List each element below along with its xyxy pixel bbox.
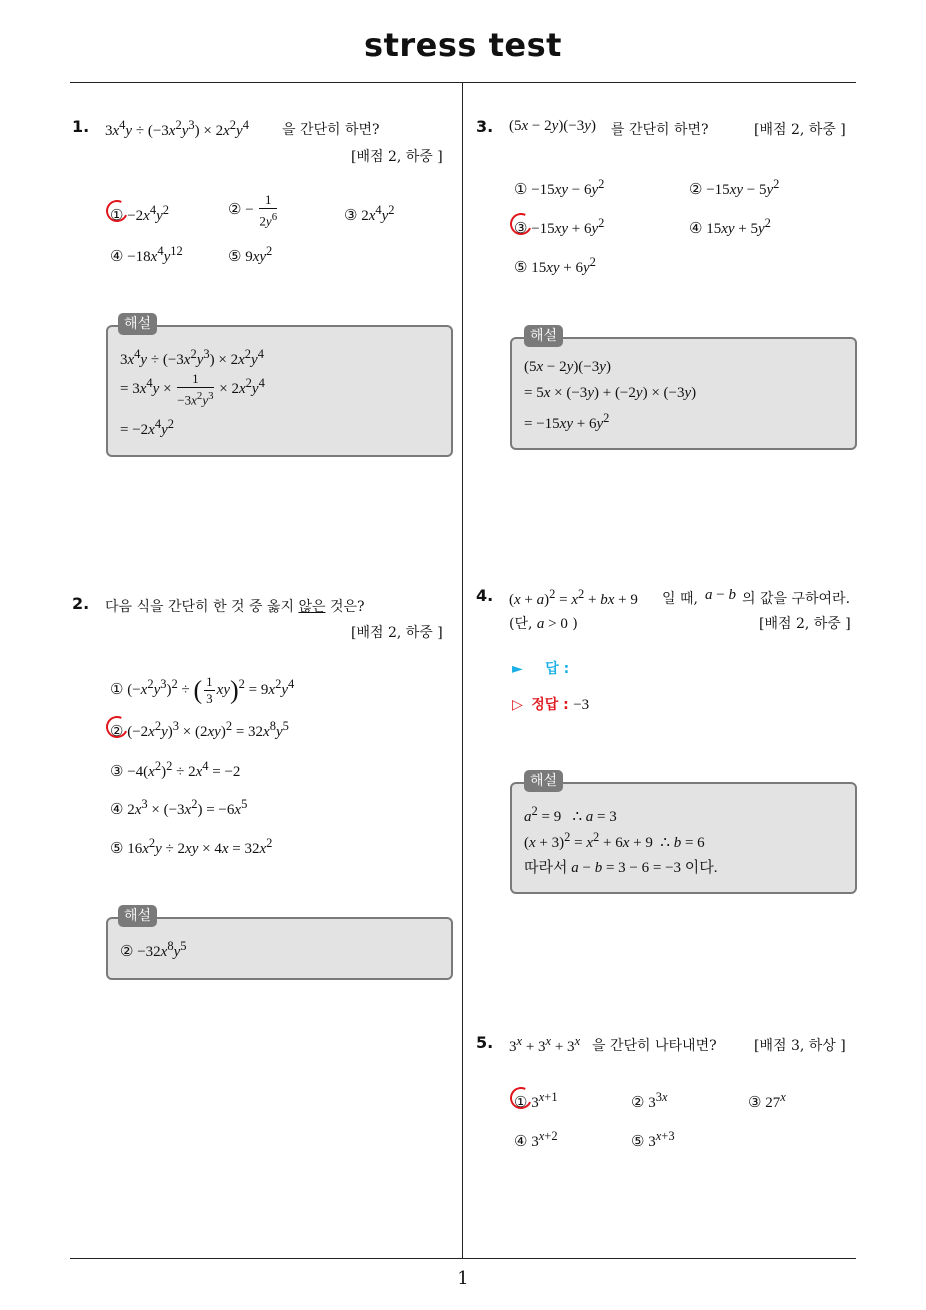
question-condition: (단, a > 0 ) bbox=[509, 616, 578, 632]
question-stem: 을 간단히 나타내면? bbox=[592, 1038, 717, 1054]
explanation-tag: 해설 bbox=[524, 770, 563, 792]
choice-1[interactable]: ① $(-x^2y^3)^2$ ÷ ( $\frac{1}{3}$ $xy)^2 = 9x^2y^4$ bbox=[110, 674, 295, 706]
choice-4[interactable]: ④ $-18x^4y^{12}$ bbox=[110, 244, 183, 265]
question-stem: 를 간단히 하면? bbox=[611, 122, 709, 138]
choice-1[interactable]: ① $3^{x+1}$ bbox=[514, 1090, 558, 1111]
explanation-line: = $-2x^4y^2$ bbox=[120, 417, 175, 438]
explanation-tag: 해설 bbox=[118, 313, 157, 335]
page-number: 1 bbox=[457, 1268, 469, 1289]
choice-5[interactable]: ⑤ $15xy + 6y^2$ bbox=[514, 255, 596, 276]
question-score: [배점 2, 하중 ] bbox=[759, 616, 851, 632]
question-score: [배점 2, 하중 ] bbox=[351, 149, 443, 165]
question-score: [배점 3, 하상 ] bbox=[754, 1038, 846, 1054]
question-stem: 의 값을 구하여라. bbox=[742, 591, 851, 607]
correct-answer-row bbox=[512, 694, 589, 714]
question-number: 4. bbox=[476, 586, 494, 605]
choice-3[interactable]: ③ $-4(x^2)^2 \div 2x^4 = -2$ bbox=[110, 759, 241, 780]
choice-2[interactable]: ② $(-2x^2y)^3 \times (2xy)^2 = 32x^8y^5$ bbox=[110, 719, 289, 740]
column-divider bbox=[462, 83, 463, 1258]
choice-1[interactable]: ① $-2x^4y^2$ bbox=[110, 203, 170, 224]
question-stem: 일 때, bbox=[662, 591, 698, 607]
explanation-box bbox=[106, 325, 453, 457]
explanation-line: = $3x^4y$ × $\frac{1}{-3x^2y^3}$ × $2x^2y^4$ bbox=[120, 371, 265, 408]
top-rule bbox=[70, 82, 856, 83]
explanation-line: $3x^4y \div (-3x^2y^3) \times 2x^2y^4$ bbox=[120, 347, 264, 368]
choice-4[interactable]: ④ $2x^3 \times (-3x^2) = -6x^5$ bbox=[110, 797, 248, 818]
explanation-line: $(x + 3)^2 = x^2 + 6x + 9$ ∴ b = 6 bbox=[524, 830, 705, 851]
choice-3[interactable]: ③ 27$^x$ bbox=[748, 1090, 786, 1111]
choice-3[interactable]: ③ $-15xy + 6y^2$ bbox=[514, 216, 605, 237]
question-expression: a − b bbox=[705, 587, 736, 603]
explanation-tag: 해설 bbox=[524, 325, 563, 347]
question-stem: 다음 식을 간단히 한 것 중 옳지 않은 것은? bbox=[105, 599, 365, 615]
bottom-rule bbox=[70, 1258, 856, 1259]
choice-4[interactable]: ④ $15xy + 5y^2$ bbox=[689, 216, 771, 237]
question-expression: (5x − 2y)(−3y) bbox=[509, 118, 596, 134]
answer-row bbox=[512, 658, 569, 678]
explanation-box bbox=[510, 337, 857, 450]
question-score: [배점 2, 하중 ] bbox=[754, 122, 846, 138]
question-number: 5. bbox=[476, 1033, 494, 1052]
explanation-line: $a^2 = 9$ ∴ a = 3 bbox=[524, 804, 617, 825]
correct-answer-label: 정답 : bbox=[531, 697, 569, 713]
question-score: [배점 2, 하중 ] bbox=[351, 625, 443, 641]
choice-1[interactable]: ① $-15xy - 6y^2$ bbox=[514, 177, 605, 198]
choice-5[interactable]: ⑤ $3^{x+3}$ bbox=[631, 1129, 675, 1150]
explanation-line: 따라서 a − b = 3 − 6 = −3 이다. bbox=[524, 860, 718, 876]
question-expression: $3x^4y \div (-3x^2y^3) \times 2x^2y^4$ bbox=[105, 118, 249, 139]
explanation-tag: 해설 bbox=[118, 905, 157, 927]
choice-2[interactable]: ② $-15xy - 5y^2$ bbox=[689, 177, 780, 198]
explanation-box bbox=[510, 782, 857, 894]
question-number: 3. bbox=[476, 117, 494, 136]
explanation-line: ② $-32x^8y^5$ bbox=[120, 939, 187, 960]
correct-answer-value: −3 bbox=[573, 697, 590, 713]
answer-arrow-icon: ► bbox=[512, 661, 523, 677]
explanation-line: = $-15xy + 6y^2$ bbox=[524, 411, 610, 432]
explanation-box bbox=[106, 917, 453, 980]
choice-2[interactable]: ② − $\frac{1}{2y^6}$ bbox=[228, 192, 278, 229]
explanation-line: (5x − 2y)(−3y) bbox=[524, 359, 611, 375]
correct-arrow-icon: ▷ bbox=[512, 697, 523, 713]
choice-5[interactable]: ⑤ $16x^2y \div 2xy \times 4x = 32x^2$ bbox=[110, 836, 273, 857]
choice-5[interactable]: ⑤ $9xy^2$ bbox=[228, 244, 273, 265]
question-number: 2. bbox=[72, 594, 90, 613]
question-expression: $3^x + 3^x + 3^x$ bbox=[509, 1034, 581, 1055]
page-title: stress test bbox=[364, 26, 562, 64]
question-number: 1. bbox=[72, 117, 90, 136]
explanation-line: = 5x × (−3y) + (−2y) × (−3y) bbox=[524, 385, 697, 401]
answer-label: 답 : bbox=[545, 661, 570, 677]
choice-2[interactable]: ② $3^{3x}$ bbox=[631, 1090, 668, 1111]
choice-4[interactable]: ④ $3^{x+2}$ bbox=[514, 1129, 558, 1150]
choice-3[interactable]: ③ $2x^4y^2$ bbox=[344, 203, 395, 224]
question-expression: $(x + a)^2 = x^2$ + bx + 9 bbox=[509, 587, 638, 608]
question-stem: 을 간단히 하면? bbox=[282, 122, 380, 138]
